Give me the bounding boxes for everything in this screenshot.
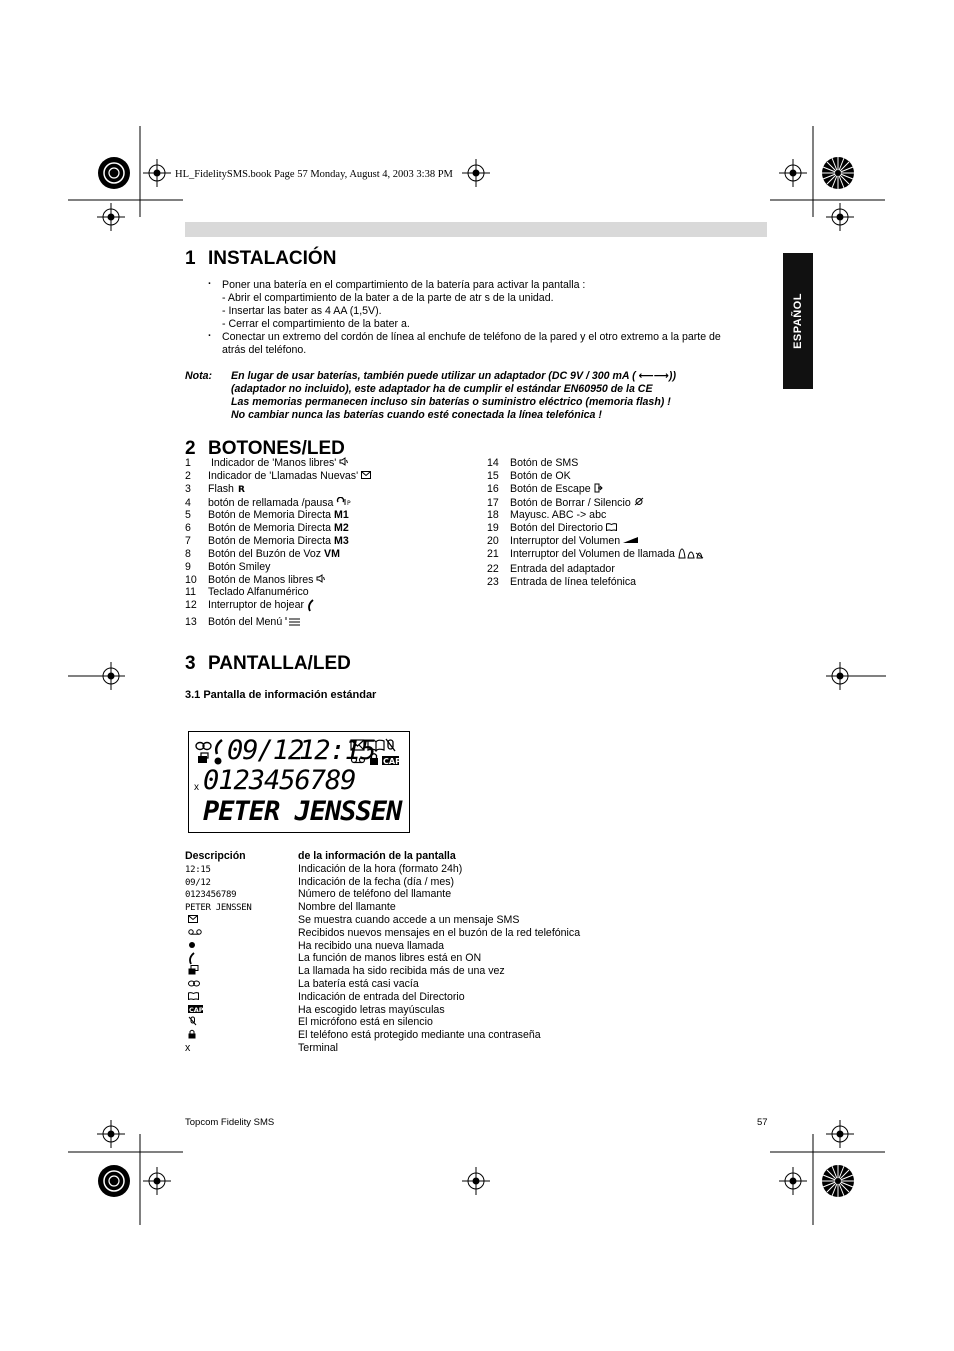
symbol-cell	[185, 940, 298, 953]
symbol-cell	[185, 952, 298, 965]
speaker-icon	[339, 457, 348, 470]
button-list-item	[487, 576, 704, 589]
lcd-display-figure	[188, 731, 410, 833]
table-row	[185, 1042, 580, 1055]
item-label: Botón de Memoria Directa	[208, 535, 335, 548]
section-number: 2	[185, 438, 196, 459]
item-number: 14	[487, 457, 499, 469]
item-number: 2	[185, 469, 191, 482]
description-cell: El micrófono está en silencio	[298, 1016, 433, 1029]
table-row	[185, 940, 580, 953]
lcd-terminal-mark: x	[194, 782, 199, 793]
note-label: Nota:	[185, 370, 213, 382]
item-key: M3	[334, 535, 349, 548]
description-cell: Indicación de la fecha (día / mes)	[298, 875, 455, 888]
symbol-cell	[185, 991, 298, 1004]
repeat-call-icon	[198, 753, 208, 763]
language-tab-label: ESPAÑOL	[792, 293, 804, 349]
dot-icon	[188, 940, 196, 953]
symbol-text: 12:15	[185, 864, 211, 875]
button-list-item	[185, 522, 371, 535]
button-list-item	[185, 509, 371, 522]
lcd-number: 0123456789	[203, 765, 356, 796]
step-line: · Poner una batería en el compartimiento de la batería para activar la pantalla :	[208, 279, 721, 292]
description-cell: Recibidos nuevos mensajes en el buzón de la red telefónica	[298, 926, 581, 939]
button-list-item	[185, 586, 371, 599]
cap-icon	[188, 1004, 203, 1017]
button-list-item	[487, 535, 704, 548]
item-number: 22	[487, 562, 499, 575]
flash-r-icon	[237, 483, 246, 497]
table-row	[185, 914, 580, 927]
button-list-item	[487, 497, 704, 510]
note-line: En lugar de usar baterías, también puede utilizar un adaptador (DC 9V / 300 mA ( ⟵⟶))	[231, 370, 676, 382]
item-label: Botón de Memoria Directa	[208, 509, 335, 522]
mic-mute-icon	[386, 739, 395, 751]
symbol-cell	[185, 1029, 298, 1042]
svg-text:CAP: CAP	[189, 1005, 203, 1013]
description-cell: Ha recibido una nueva llamada	[298, 939, 445, 952]
handset-icon	[216, 740, 222, 754]
section-1-heading	[185, 248, 336, 270]
item-label: botón de rellamada /pausa	[208, 496, 334, 509]
item-number: 18	[487, 509, 499, 522]
button-list-item	[487, 509, 704, 522]
lcd-time: 12:15	[299, 735, 376, 766]
step-line: - Abrir el compartimiento de la bater a de la parte de atr s de la unidad.	[222, 291, 554, 304]
item-label: Botón de OK	[510, 469, 571, 482]
item-number: 8	[185, 547, 191, 560]
item-label: Botón de Borrar / Silencio	[510, 496, 631, 509]
description-cell: La batería está casi vacía	[298, 977, 419, 990]
escape-icon	[594, 483, 603, 497]
section-number: 1	[185, 248, 196, 269]
item-label: Botón de Memoria Directa	[208, 522, 335, 535]
step-line: · Conectar un extremo del cordón de línea al enchufe de teléfono de la pared y el otro extremo a la parte de	[208, 331, 721, 344]
item-number: 11	[185, 586, 196, 599]
button-list-item	[185, 497, 371, 510]
description-cell: Indicación de la hora (formato 24h)	[298, 862, 463, 875]
item-label: Botón del Menú	[208, 616, 283, 629]
table-row	[185, 952, 580, 965]
section-title: INSTALACIÓN	[208, 248, 337, 269]
symbol-cell	[185, 1042, 298, 1055]
note-line: No cambiar nunca las baterías cuando esté conectada la línea telefónica !	[231, 408, 602, 421]
button-list-item	[487, 457, 704, 470]
item-number: 12	[185, 599, 197, 612]
item-number: 1	[185, 457, 191, 469]
speaker-icon	[316, 574, 325, 587]
display-description-table	[185, 850, 580, 1055]
description-cell: Se muestra cuando accede a un mensaje SMS	[298, 913, 520, 926]
item-label: Mayusc. ABC -> abc	[510, 509, 607, 522]
item-number: 15	[487, 469, 499, 482]
button-list-item	[185, 561, 371, 574]
language-tab	[783, 253, 813, 389]
table-row	[185, 991, 580, 1004]
item-number: 6	[185, 522, 191, 535]
envelope-icon	[188, 914, 198, 927]
description-cell: Ha escogido letras mayúsculas	[298, 1003, 445, 1016]
item-label: Entrada de línea telefónica	[510, 575, 637, 588]
button-list-item	[487, 470, 704, 483]
symbol-cell	[185, 965, 298, 978]
step-line: - Insertar las bater as 4 AA (1,5V).	[222, 304, 382, 317]
lcd-cap-label: CAP	[383, 757, 401, 766]
symbol-cell	[185, 914, 298, 927]
table-row	[185, 927, 580, 940]
item-number: 13	[185, 616, 197, 629]
symbol-text: 09/12	[185, 877, 211, 888]
battery-icon	[188, 978, 200, 991]
button-list-item	[185, 470, 371, 483]
table-row	[185, 978, 580, 991]
svg-text:R: R	[237, 484, 245, 493]
symbol-cell	[185, 1004, 298, 1017]
description-cell: Nombre del llamante	[298, 901, 396, 914]
item-label: Flash	[208, 482, 234, 495]
item-label: Indicador de 'Manos libres'	[208, 457, 337, 469]
header-col-2: de la información de la pantalla	[298, 850, 456, 862]
buttons-list-right	[487, 457, 704, 588]
repeat-call-icon	[188, 965, 199, 979]
button-list-item	[185, 616, 371, 630]
item-number: 3	[185, 482, 191, 495]
section-title: PANTALLA/LED	[208, 653, 351, 674]
table-row	[185, 863, 580, 876]
item-label: Interruptor del Volumen de llamada	[510, 547, 675, 560]
menu-icon	[285, 616, 301, 630]
svg-text:P: P	[347, 499, 352, 506]
note-line: (adaptador no incluido), este adaptador ha de cumplir el estándar EN60950 de la CE	[231, 382, 653, 395]
item-number: 17	[487, 496, 499, 509]
item-number: 20	[487, 535, 499, 548]
button-list-item	[185, 457, 371, 470]
symbol-text: PETER JENSSEN	[185, 903, 252, 914]
item-label: Botón del Directorio	[510, 522, 604, 535]
mute-icon	[634, 497, 644, 510]
subsection-title: 3.1 Pantalla de información estándar	[185, 689, 377, 701]
button-list-item	[185, 548, 371, 561]
button-list-item	[487, 483, 704, 497]
table-header	[185, 850, 580, 863]
table-row	[185, 1004, 580, 1017]
table-row	[185, 965, 580, 978]
button-list-item	[185, 483, 371, 497]
header-col-1: Descripción	[185, 850, 246, 862]
table-row	[185, 901, 580, 914]
ringer-volume-icon	[678, 548, 704, 563]
print-header: HL_FidelitySMS.book Page 57 Monday, August 4, 2003 3:38 PM	[175, 169, 453, 180]
item-label: Botón del Buzón de Voz	[208, 547, 325, 560]
book-icon	[188, 991, 199, 1004]
footer-product: Topcom Fidelity SMS	[185, 1117, 275, 1128]
description-cell: La función de manos libres está en ON	[298, 952, 482, 965]
book-icon	[606, 522, 617, 535]
table-row	[185, 1029, 580, 1042]
item-label: Botón de SMS	[510, 457, 579, 469]
dot-icon	[215, 758, 222, 765]
item-label: Botón de Escape	[510, 482, 591, 495]
button-list-item	[487, 563, 704, 576]
description-cell: El teléfono está protegido mediante una contraseña	[298, 1029, 541, 1042]
item-number: 7	[185, 535, 191, 548]
button-list-item	[487, 522, 704, 535]
item-number: 23	[487, 575, 499, 588]
volume-wedge-icon	[623, 535, 639, 548]
header-bar	[185, 222, 767, 237]
symbol-text: 0123456789	[185, 890, 237, 901]
description-cell: Terminal	[298, 1041, 339, 1054]
description-cell: Número de teléfono del llamante	[298, 888, 452, 901]
symbol-cell	[185, 978, 298, 991]
item-number: 19	[487, 522, 499, 535]
item-label: Interruptor de hojear	[208, 599, 304, 612]
button-list-item	[487, 548, 704, 563]
voicemail-icon	[188, 927, 202, 940]
battery-icon	[196, 743, 211, 750]
lcd-name: PETER JENSSEN	[203, 796, 402, 827]
item-number: 9	[185, 560, 191, 573]
item-key: M2	[334, 522, 349, 535]
item-number: 4	[185, 496, 191, 509]
install-steps	[208, 279, 721, 356]
button-list-item	[185, 574, 371, 587]
item-key: VM	[324, 547, 340, 560]
mic-mute-icon	[188, 1016, 197, 1030]
symbol-cell	[185, 863, 298, 876]
table-row	[185, 888, 580, 901]
table-row	[185, 1016, 580, 1029]
symbol-cell	[185, 1016, 298, 1029]
description-cell: Indicación de entrada del Directorio	[298, 990, 465, 1003]
description-cell: La llamada ha sido recibida más de una vez	[298, 965, 505, 978]
item-label: Botón de Manos libres	[208, 573, 314, 586]
step-line: atrás del teléfono.	[222, 343, 307, 356]
lock-icon	[188, 1029, 196, 1043]
table-row	[185, 876, 580, 889]
page-number: 57	[757, 1117, 768, 1128]
section-3-heading	[185, 653, 351, 675]
lcd-date: 09/12	[227, 735, 304, 766]
symbol-cell	[185, 876, 298, 889]
note-line: Las memorias permanecen incluso sin baterías o suministro eléctrico (memoria flash) !	[231, 395, 671, 408]
handset-icon	[307, 599, 315, 616]
buttons-list-left	[185, 457, 371, 630]
redial-pause-icon	[336, 497, 352, 510]
item-label: Indicador de 'Llamadas Nuevas'	[208, 469, 359, 482]
envelope-icon	[361, 470, 371, 483]
symbol-cell	[185, 888, 298, 901]
item-label: Teclado Alfanumérico	[208, 586, 309, 599]
item-label: Botón Smiley	[208, 560, 271, 573]
item-number: 5	[185, 509, 191, 522]
item-number: 16	[487, 482, 499, 495]
item-label: Interruptor del Volumen	[510, 535, 621, 548]
symbol-cell	[185, 927, 298, 940]
item-number: 10	[185, 573, 197, 586]
cap-icon	[382, 756, 401, 766]
item-number: 21	[487, 547, 499, 560]
button-list-item	[185, 599, 371, 616]
symbol-cell	[185, 901, 298, 914]
item-key: M1	[334, 509, 349, 522]
button-list-item	[185, 535, 371, 548]
section-number: 3	[185, 653, 196, 674]
section-title: BOTONES/LED	[208, 438, 345, 459]
symbol-text: x	[185, 1041, 191, 1054]
item-label: Entrada del adaptador	[510, 562, 615, 575]
step-line: - Cerrar el compartimiento de la bater a.	[222, 317, 410, 330]
